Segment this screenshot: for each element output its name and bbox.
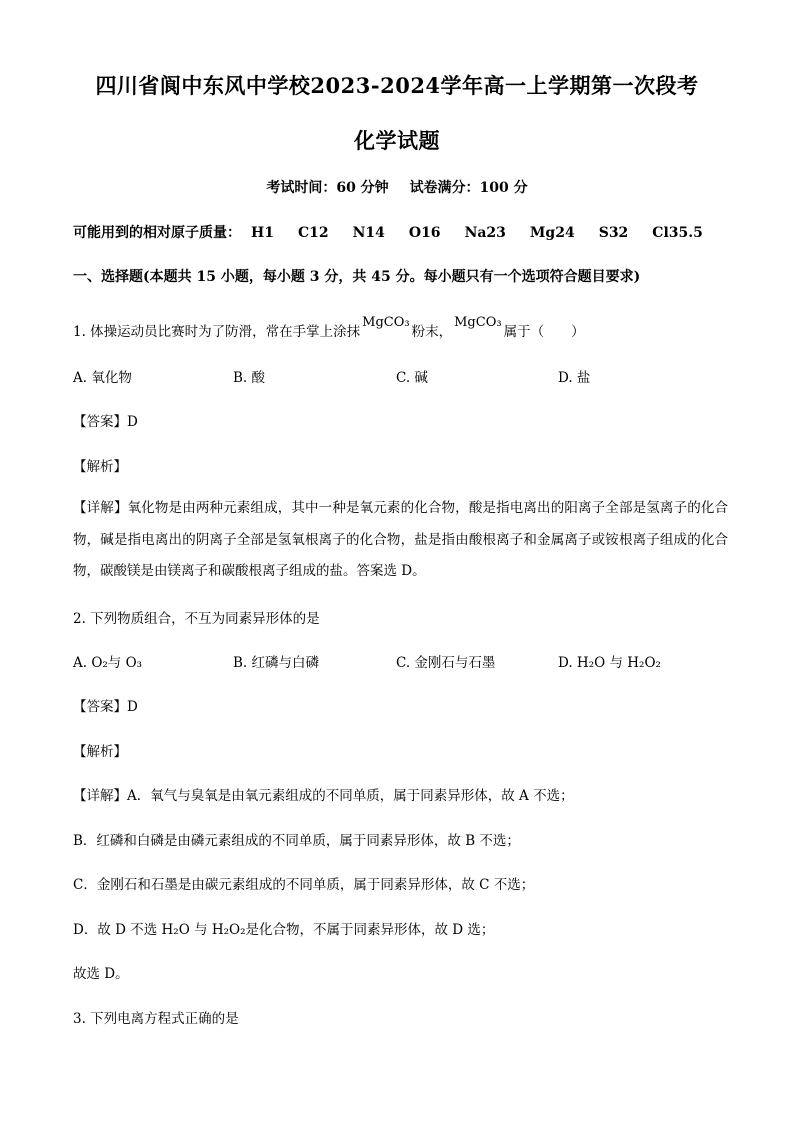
q1-stem-b: 粉末， — [411, 324, 453, 340]
exam-score: 试卷满分：100 分 — [409, 180, 528, 196]
mass-item: Mg24 — [529, 225, 575, 241]
question-3-stem: 3. 下列电离方程式正确的是 — [73, 1011, 239, 1027]
q2-detail-c: C．金刚石和石墨是由碳元素组成的不同单质，属于同素异形体，故 C 不选； — [73, 877, 535, 893]
mass-item: Cl35.5 — [652, 225, 703, 241]
mass-item: S32 — [598, 225, 629, 241]
q1-stem-c: 属于（ ） — [503, 324, 585, 340]
question-1-stem — [73, 315, 733, 340]
q1-stem-a: 1. 体操运动员比赛时为了防滑，常在手掌上涂抹 — [73, 324, 361, 340]
page-title: 四川省阆中东风中学校2023-2024学年高一上学期第一次段考 — [95, 73, 699, 98]
mass-item: N14 — [352, 225, 385, 241]
q1-answer — [73, 410, 733, 430]
exam-time: 考试时间：60 分钟 — [266, 180, 389, 196]
mass-item: H1 — [251, 225, 274, 241]
mass-item: Na23 — [464, 225, 506, 241]
q1-formula: MgCO₃ — [454, 315, 502, 330]
atomic-masses-label: 可能用到的相对原子质量： — [73, 225, 241, 241]
q1-analysis-tag: 【解析】 — [73, 459, 127, 475]
mass-item: C12 — [297, 225, 329, 241]
page-subtitle: 化学试题 — [354, 128, 440, 153]
answer-value: D — [127, 414, 138, 430]
answer-tag: 【答案】 — [73, 414, 127, 430]
q2-option-d: D. H₂O 与 H₂O₂ — [558, 655, 661, 671]
question-1-options — [73, 366, 733, 386]
q2-analysis-tag: 【解析】 — [73, 744, 127, 760]
q2-detail-a: 【详解】A．氧气与臭氧是由氧元素组成的不同单质，属于同素异形体，故 A 不选； — [73, 788, 574, 804]
q2-conclusion: 故选 D。 — [73, 966, 129, 982]
mass-item: O16 — [408, 225, 441, 241]
q2-option-a: A. O₂与 O₃ — [73, 655, 143, 671]
exam-meta — [0, 177, 794, 197]
answer-tag: 【答案】 — [73, 699, 127, 715]
q1-detail: 【详解】氧化物是由两种元素组成，其中一种是氧元素的化合物，酸是指电离出的阳离子全部是氢离子的化合物，碱是指电离出的阴离子全部是氢氧根离子的化合物，盐是指由酸根离子和金属离子或铵根离子组成的化合物，碳酸镁是由镁离子和碳酸根离子组成的盐。答案选 D。 — [73, 500, 728, 579]
q1-option-b: B. 酸 — [233, 370, 266, 386]
q2-detail-d: D．故 D 不选 H₂O 与 H₂O₂是化合物，不属于同素异形体，故 D 选； — [73, 922, 495, 938]
q2-option-c: C. 金刚石与石墨 — [396, 655, 496, 671]
q1-formula: MgCO₃ — [362, 315, 410, 330]
question-2-options — [73, 651, 733, 671]
q2-answer — [73, 695, 733, 715]
q2-detail-b: B．红磷和白磷是由磷元素组成的不同单质，属于同素异形体，故 B 不选； — [73, 833, 520, 849]
q1-option-d: D. 盐 — [558, 370, 591, 386]
section-heading: 一、选择题(本题共 15 小题，每小题 3 分，共 45 分。每小题只有一个选项符合题目要求) — [73, 269, 641, 285]
q1-option-c: C. 碱 — [396, 370, 428, 386]
question-2-stem: 2. 下列物质组合，不互为同素异形体的是 — [73, 611, 320, 627]
atomic-masses — [73, 222, 733, 242]
q1-option-a: A. 氧化物 — [73, 370, 132, 386]
q2-option-b: B. 红磷与白磷 — [233, 655, 320, 671]
answer-value: D — [127, 699, 138, 715]
